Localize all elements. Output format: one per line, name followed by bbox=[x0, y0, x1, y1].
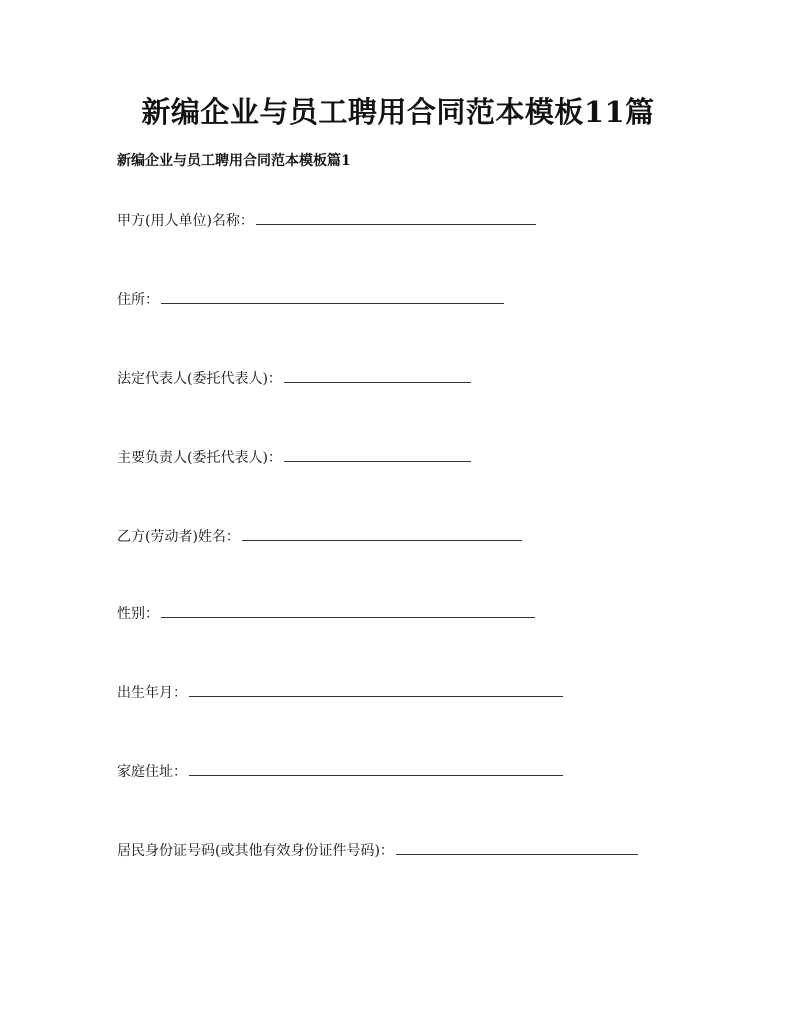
field-label: 法定代表人(委托代表人)： bbox=[117, 371, 282, 387]
fill-in-blank[interactable] bbox=[189, 682, 563, 697]
field-label: 主要负责人(委托代表人)： bbox=[117, 450, 282, 466]
field-employee-name bbox=[117, 526, 522, 547]
section-title: 新编企业与员工聘用合同范本模板篇1 bbox=[117, 153, 351, 169]
page-title: 新编企业与员工聘用合同范本模板11篇 bbox=[141, 95, 655, 129]
fill-in-blank[interactable] bbox=[161, 289, 504, 304]
field-principal bbox=[117, 447, 471, 468]
field-label: 甲方(用人单位)名称： bbox=[117, 213, 254, 229]
fill-in-blank[interactable] bbox=[189, 761, 563, 776]
field-label: 住所： bbox=[117, 292, 159, 308]
fill-in-blank[interactable] bbox=[242, 526, 522, 541]
field-label: 性别： bbox=[117, 606, 159, 622]
fill-in-blank[interactable] bbox=[396, 840, 638, 855]
field-legal-representative bbox=[117, 368, 471, 389]
field-label: 出生年月： bbox=[117, 685, 187, 701]
field-home-address bbox=[117, 761, 563, 782]
field-label: 家庭住址： bbox=[117, 764, 187, 780]
fill-in-blank[interactable] bbox=[256, 210, 536, 225]
field-birth-date bbox=[117, 682, 563, 703]
field-gender bbox=[117, 603, 535, 624]
field-id-number bbox=[117, 840, 638, 861]
fill-in-blank[interactable] bbox=[284, 368, 471, 383]
field-label: 乙方(劳动者)姓名： bbox=[117, 529, 240, 545]
field-address bbox=[117, 289, 504, 310]
field-label: 居民身份证号码(或其他有效身份证件号码)： bbox=[117, 843, 394, 859]
fill-in-blank[interactable] bbox=[284, 447, 471, 462]
fill-in-blank[interactable] bbox=[161, 603, 535, 618]
field-employer-name bbox=[117, 210, 536, 231]
